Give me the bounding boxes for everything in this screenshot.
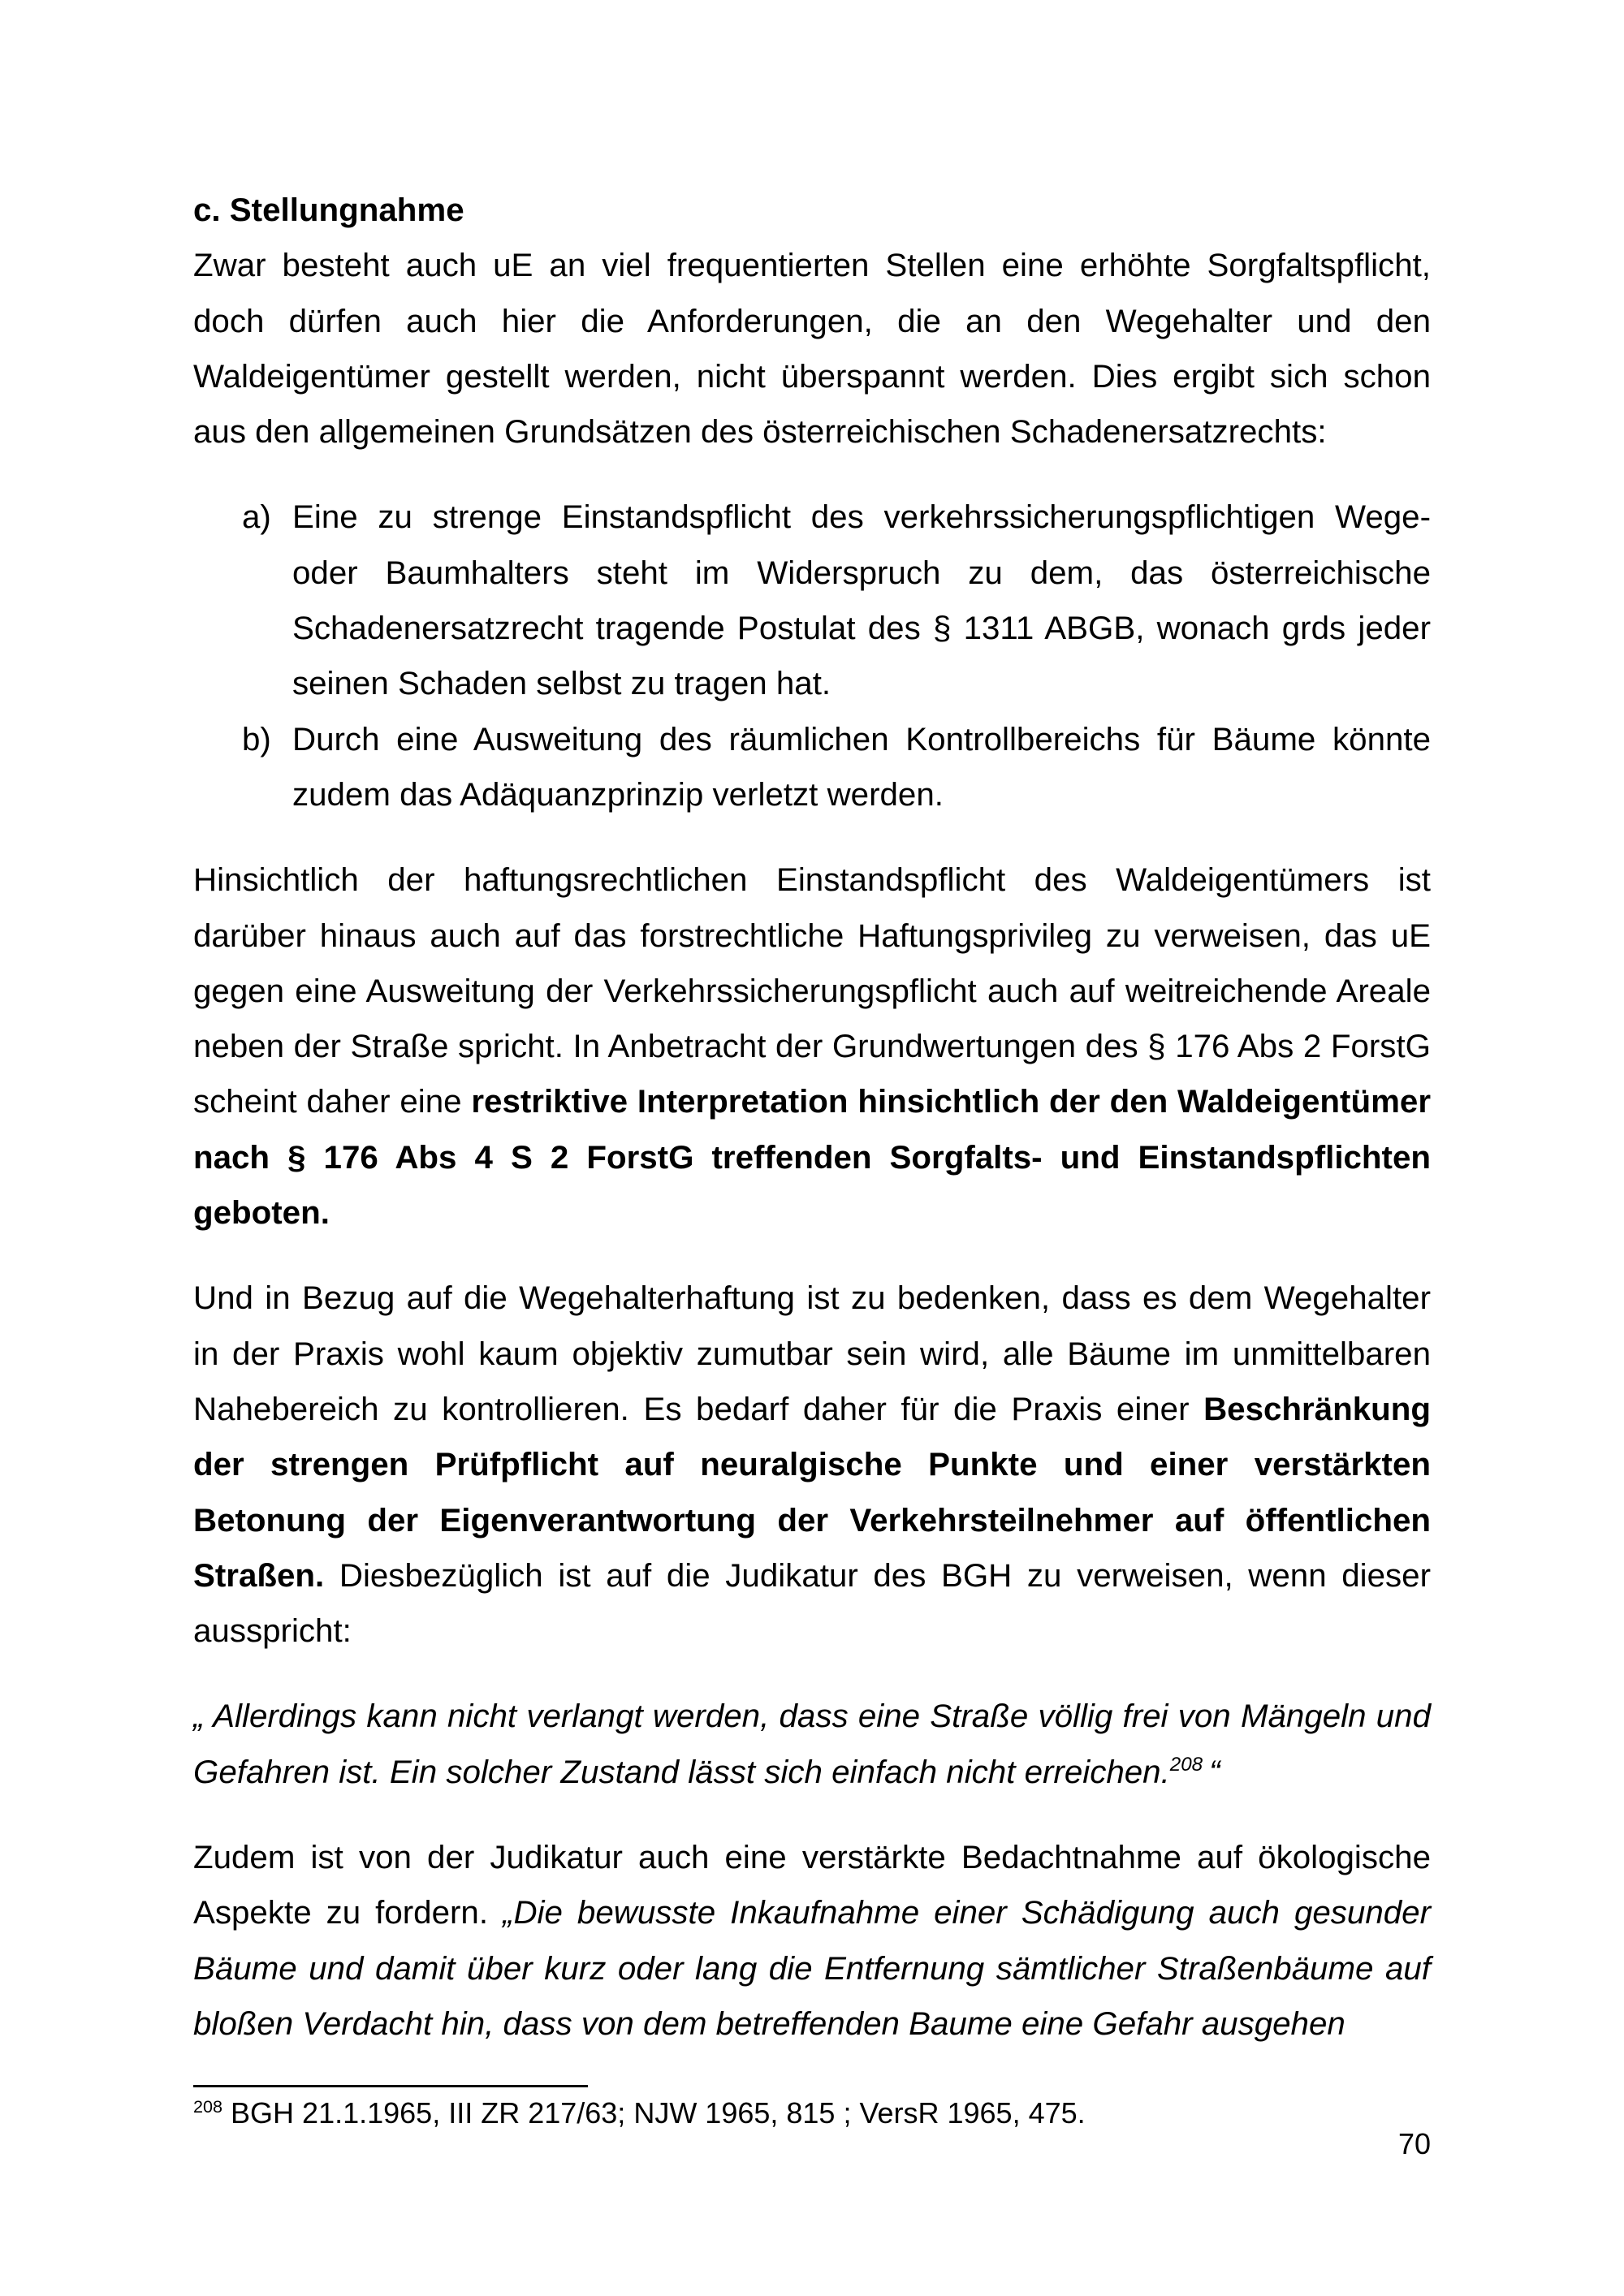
paragraph	[193, 1830, 1431, 2052]
text-run: „ Allerdings kann nicht verlangt werden, dass eine Straße völlig frei von Mängeln und Gefahren ist. Ein solcher Zustand lässt sich einfach nicht erreichen.	[193, 1698, 1431, 1790]
footnote-text: BGH 21.1.1965, III ZR 217/63; NJW 1965, 815 ; VersR 1965, 475.	[231, 2096, 1086, 2130]
section-heading	[193, 183, 1431, 238]
list-item	[193, 712, 1431, 823]
paragraph	[193, 1271, 1431, 1659]
text-run: 208	[1169, 1754, 1203, 1776]
text-run: “	[1209, 1753, 1220, 1790]
page-number: 70	[1397, 2127, 1431, 2160]
list-marker: a)	[242, 498, 271, 536]
text-run: Zwar besteht auch uE an viel frequentierten Stellen eine erhöhte Sorgfaltspflicht, doch dürfen auch hier die Anforderungen, die an den Wegehalter und den Waldeigentümer gestellt werden, nicht überspannt werden. Dies ergibt sich schon aus den allgemeinen Grundsätzen des österreichischen Schadenersatzrechts:	[193, 247, 1431, 451]
footnote-marker: 208	[193, 2096, 223, 2117]
text-run: Zudem ist von der Judikatur auch eine verstärkte Bedachtnahme auf ökologische Aspekte zu fordern.	[193, 1839, 1431, 1931]
quote-paragraph	[193, 1689, 1431, 1800]
footnote-area	[193, 2085, 1431, 2132]
document-content	[193, 183, 1431, 2082]
footnote-divider	[193, 2085, 588, 2087]
list-marker: b)	[242, 720, 271, 757]
list	[193, 490, 1431, 822]
text-run: „Die bewusste Inkaufnahme einer Schädigung auch gesunder Bäume und damit über kurz oder lang die Entfernung sämtlicher Straßenbäume auf bloßen Verdacht hin, dass von dem betreffenden Baume eine Gefahr ausgehen	[193, 1894, 1431, 2042]
paragraph	[193, 852, 1431, 1241]
text-run: Beschränkung der strengen Prüfpflicht auf neuralgische Punkte und einer verstärkten Betonung der Eigenverantwortung der Verkehrsteilnehmer auf öffentlichen Straßen.	[193, 1390, 1431, 1594]
text-run: Durch eine Ausweitung des räumlichen Kontrollbereichs für Bäume könnte zudem das Adäquanzprinzip verletzt werden.	[292, 720, 1431, 813]
text-run: Hinsichtlich der haftungsrechtlichen Einstandspflicht des Waldeigentümers ist darüber hinaus auch auf das forstrechtliche Haftungsprivileg zu verweisen, das uE gegen eine Ausweitung der Verkehrssicherungspflicht auch auf weitreichende Areale neben der Straße spricht. In Anbetracht der Grundwertungen des § 176 Abs 2 ForstG scheint daher eine	[193, 861, 1431, 1120]
text-run: restriktive Interpretation hinsichtlich der den Waldeigentümer nach § 176 Abs 4 S 2 ForstG treffenden Sorgfalts- und Einstandspflichten geboten.	[193, 1083, 1431, 1232]
text-run: Und in Bezug auf die Wegehalterhaftung ist zu bedenken, dass es dem Wegehalter in der Praxis wohl kaum objektiv zumutbar sein wird, alle Bäume im unmittelbaren Nahebereich zu kontrollieren. Es bedarf daher für die Praxis einer	[193, 1280, 1431, 1427]
list-item	[193, 490, 1431, 711]
paragraph	[193, 238, 1431, 460]
text-run: Eine zu strenge Einstandspflicht des verkehrssicherungspflichtigen Wege- oder Baumhalters steht im Widerspruch zu dem, das österreichische Schadenersatzrecht tragende Postulat des § 1311 ABGB, wonach grds jeder seinen Schaden selbst zu tragen hat.	[292, 498, 1431, 702]
footnote	[193, 2095, 1431, 2132]
text-run: c. Stellungnahme	[193, 192, 464, 228]
text-run: Diesbezüglich ist auf die Judikatur des BGH zu verweisen, wenn dieser ausspricht:	[193, 1556, 1431, 1650]
